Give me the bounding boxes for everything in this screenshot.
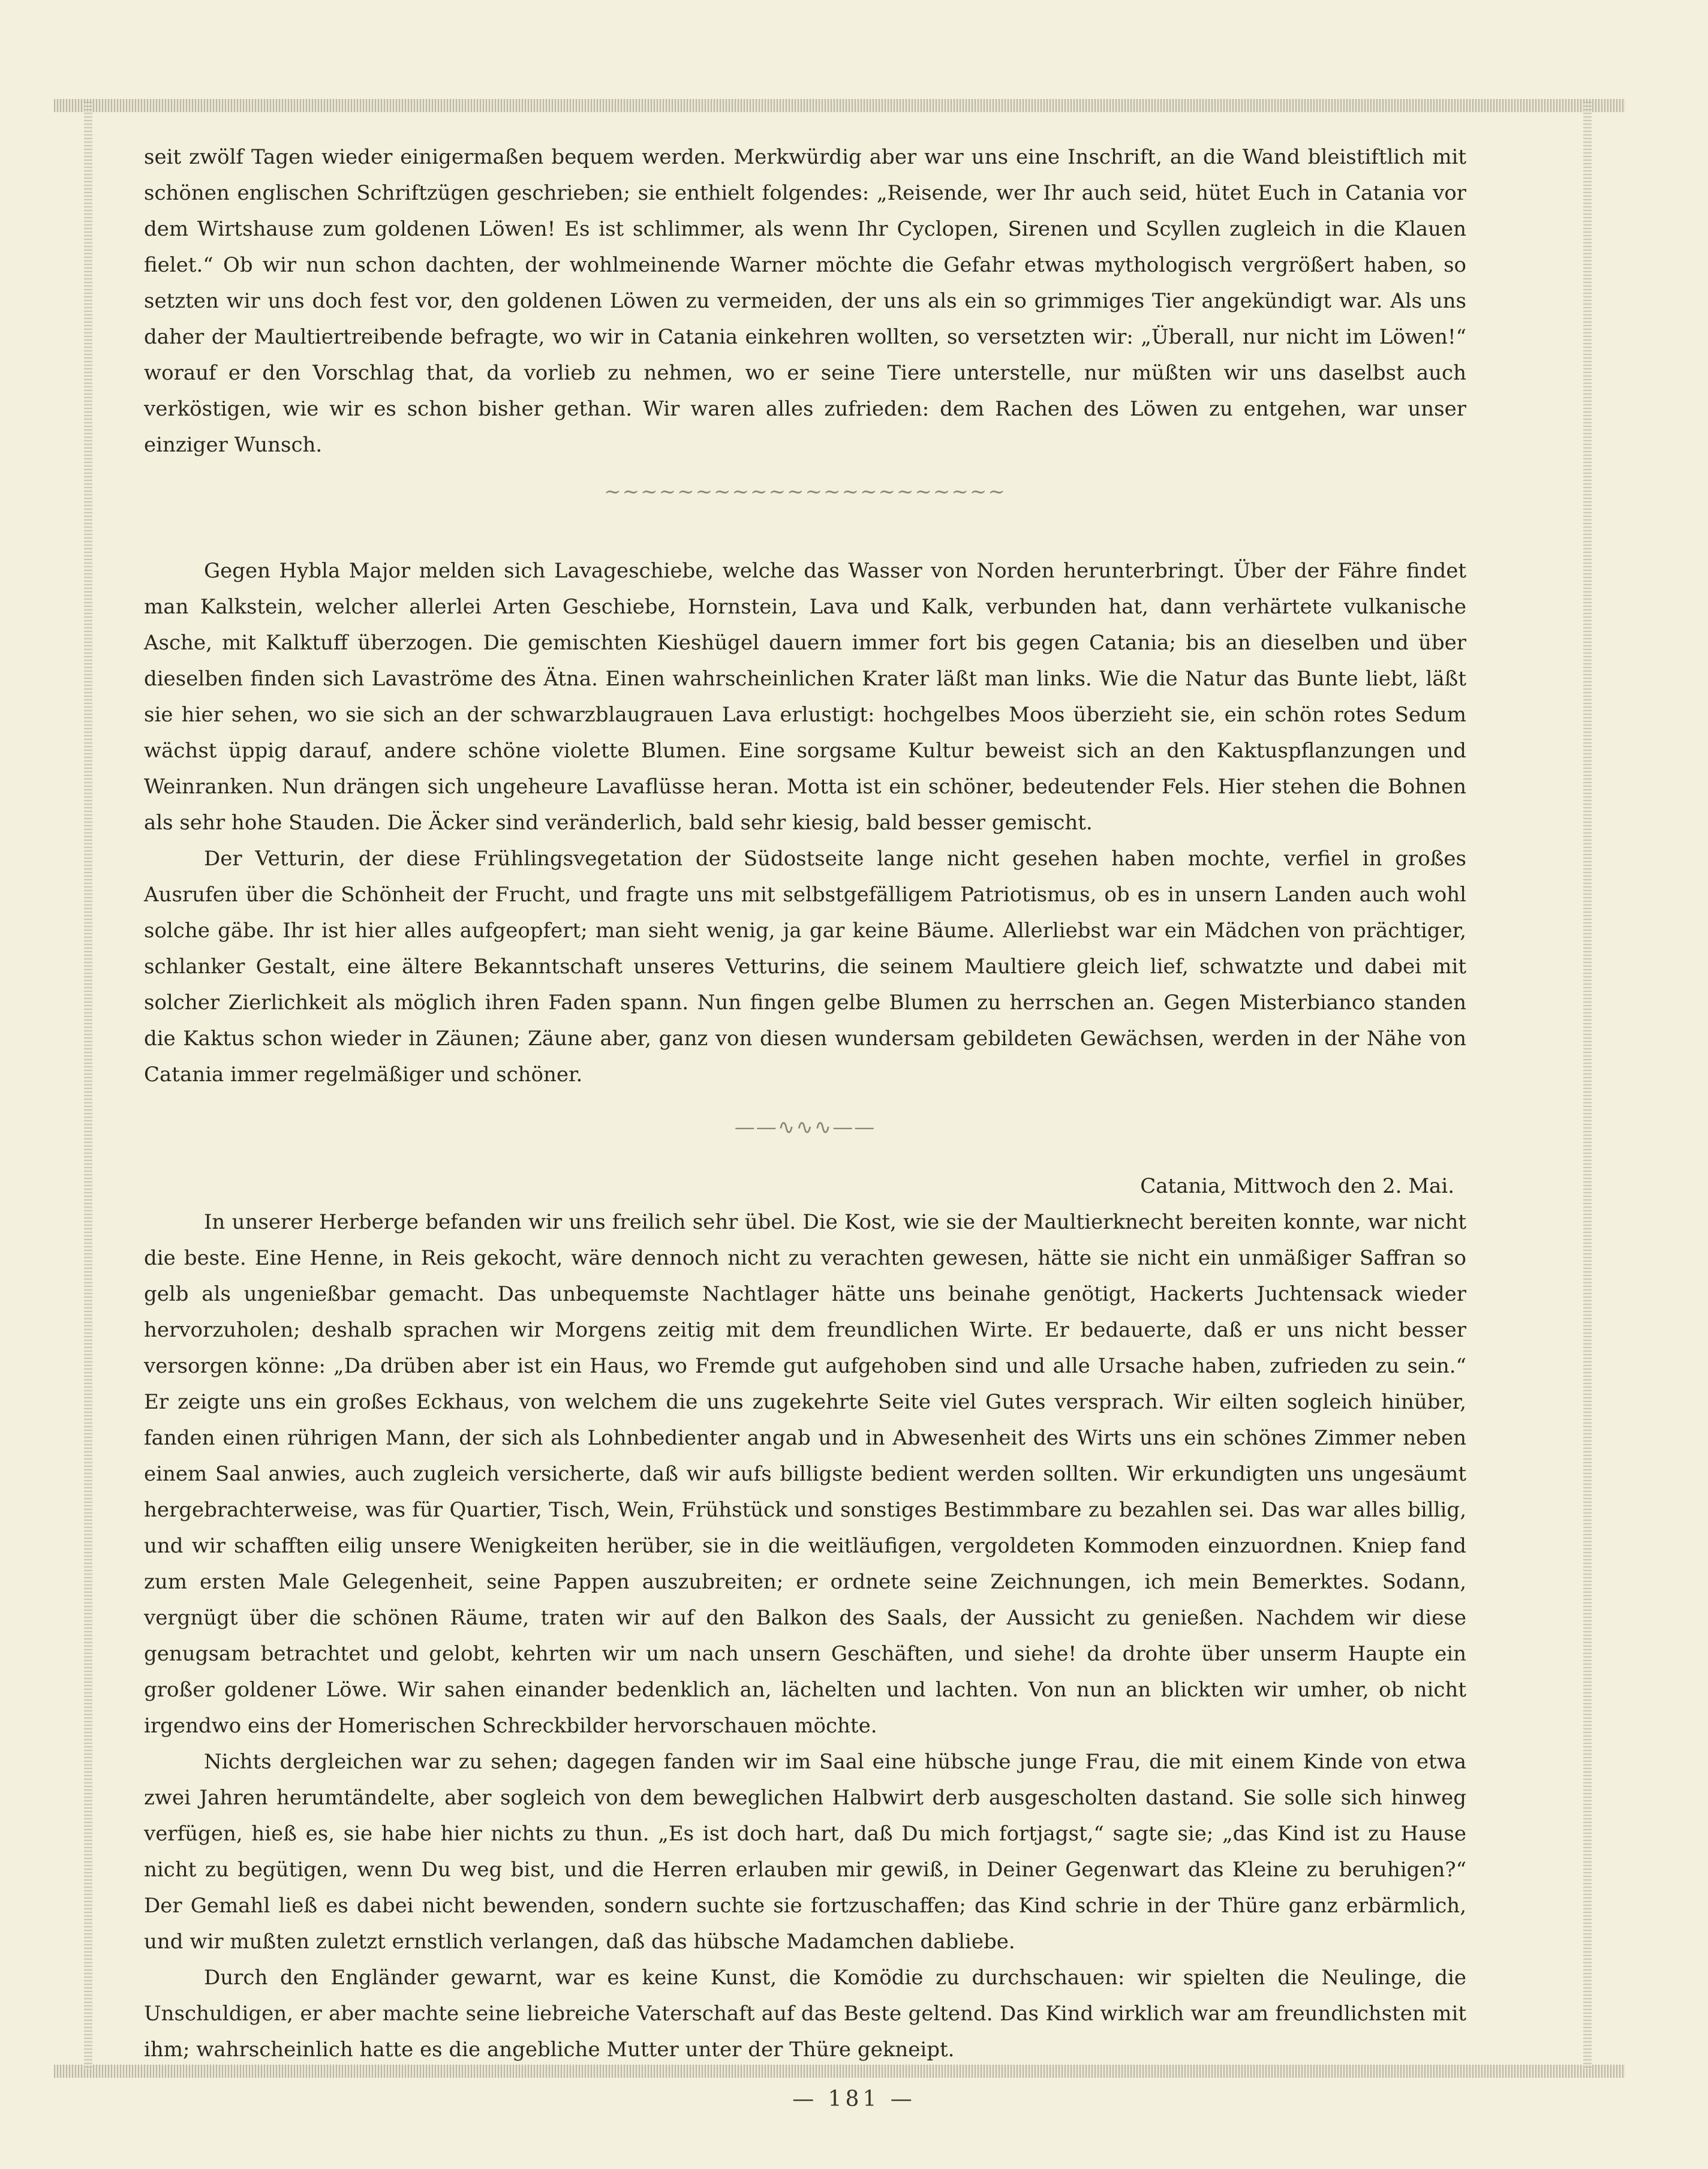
paragraph: Der Vetturin, der diese Frühlingsvegetation der Südostseite lange nicht gesehen haben mochte, verfiel in großes Ausrufen über die Schönheit der Frucht, und fragte uns mit selbstgefälligem Patriotismus, ob es in unsern Landen auch wohl solche gäbe. Ihr ist hier alles aufgeopfert; man sieht wenig, ja gar keine Bäume. Allerliebst war ein Mädchen von prächtiger, schlanker Gestalt, eine ältere Bekanntschaft unseres Vetturins, die seinem Maultiere gleich lief, schwatzte und dabei mit solcher Zierlichkeit als möglich ihren Faden spann. Nun fingen gelbe Blumen zu herrschen an. Gegen Misterbianco standen die Kaktus schon wieder in Zäunen; Zäune aber, ganz von diesen wundersam gebildeten Gewächsen, werden in der Nähe von Catania immer regelmäßiger und schöner. [144, 847, 1466, 1087]
page-body [144, 139, 1466, 2068]
paragraph: In unserer Herberge befanden wir uns freilich sehr übel. Die Kost, wie sie der Maultierknecht bereiten konnte, war nicht die beste. Eine Henne, in Reis gekocht, wäre dennoch nicht zu verachten gewesen, hätte sie nicht ein unmäßiger Saffran so gelb als ungenießbar gemacht. Das unbequemste Nachtlager hätte uns beinahe genötigt, Hackerts Juchtensack wieder hervorzuholen; deshalb sprachen wir Morgens zeitig mit dem freundlichen Wirte. Er bedauerte, daß er uns nicht besser versorgen könne: „Da drüben aber ist ein Haus, wo Fremde gut aufgehoben sind und alle Ursache haben, zufrieden zu sein.“ Er zeigte uns ein großes Eckhaus, von welchem die uns zugekehrte Seite viel Gutes versprach. Wir eilten sogleich hinüber, fanden einen rührigen Mann, der sich als Lohnbedienter angab und in Abwesenheit des Wirts uns ein schönes Zimmer neben einem Saal anwies, auch zugleich versicherte, daß wir aufs billigste bedient werden sollten. Wir erkundigten uns ungesäumt hergebrachterweise, was für Quartier, Tisch, Wein, Frühstück und sonstiges Bestimmbare zu bezahlen sei. Das war alles billig, und wir schafften eilig unsere Wenigkeiten herüber, sie in die weitläufigen, vergoldeten Kommoden einzuordnen. Kniep fand zum ersten Male Gelegenheit, seine Pappen auszubreiten; er ordnete seine Zeichnungen, ich mein Bemerktes. Sodann, vergnügt über die schönen Räume, traten wir auf den Balkon des Saals, der Aussicht zu genießen. Nachdem wir diese genugsam betrachtet und gelobt, kehrten wir um nach unsern Geschäften, und siehe! da drohte über unserm Haupte ein großer goldener Löwe. Wir sahen einander bedenklich an, lächelten und lachten. Von nun an blickten wir umher, ob nicht irgendwo eins der Homerischen Schreckbilder hervorschauen möchte. [144, 1210, 1466, 1738]
paragraph: Durch den Engländer gewarnt, war es keine Kunst, die Komödie zu durchschauen: wir spielten die Neulinge, die Unschuldigen, er aber machte seine liebreiche Vaterschaft auf das Beste geltend. Das Kind wirklich war am freundlichsten mit ihm; wahrscheinlich hatte es die angebliche Mutter unter der Thüre gekneipt. [144, 1966, 1466, 2062]
page-number: — 181 — [792, 2087, 916, 2111]
paragraph: seit zwölf Tagen wieder einigermaßen bequem werden. Merkwürdig aber war uns eine Inschrift, an die Wand bleistiftlich mit schönen englischen Schriftzügen geschrieben; sie enthielt folgendes: „Reisende, wer Ihr auch seid, hütet Euch in Catania vor dem Wirtshause zum goldenen Löwen! Es ist schlimmer, als wenn Ihr Cyclopen, Sirenen und Scyllen zugleich in die Klauen fielet.“ Ob wir nun schon dachten, der wohlmeinende Warner möchte die Gefahr etwas mythologisch vergrößert haben, so setzten wir uns doch fest vor, den goldenen Löwen zu vermeiden, der uns als ein so grimmiges Tier angekündigt war. Als uns daher der Maultiertreibende befragte, wo wir in Catania einkehren wollten, so versetzten wir: „Überall, nur nicht im Löwen!“ worauf er den Vorschlag that, da vorlieb zu nehmen, wo er seine Tiere unterstelle, nur müßten wir uns daselbst auch verköstigen, wie wir es schon bisher gethan. Wir waren alles zufrieden: dem Rachen des Löwen zu entgehen, war unser einziger Wunsch. [144, 145, 1466, 457]
left-border-rule [84, 102, 92, 2069]
paragraph: Gegen Hybla Major melden sich Lavageschiebe, welche das Wasser von Norden herunterbringt. Über der Fähre findet man Kalkstein, welcher allerlei Arten Geschiebe, Hornstein, Lava und Kalk, verbunden hat, dann verhärtete vulkanische Asche, mit Kalktuff überzogen. Die gemischten Kieshügel dauern immer fort bis gegen Catania; bis an dieselben und über dieselben finden sich Lavaströme des Ätna. Einen wahrscheinlichen Krater läßt man links. Wie die Natur das Bunte liebt, läßt sie hier sehen, wo sie sich an der schwarzblaugrauen Lava erlustigt: hochgelbes Moos überzieht sie, ein schön rotes Sedum wächst üppig darauf, andere schöne violette Blumen. Eine sorgsame Kultur beweist sich an den Kaktuspflanzungen und Weinranken. Nun drängen sich ungeheure Lavaflüsse heran. Motta ist ein schöner, bedeutender Fels. Hier stehen die Bohnen als sehr hohe Stauden. Die Äcker sind veränderlich, bald sehr kiesig, bald besser gemischt. [144, 559, 1466, 835]
section-ornament: ~~~~~~~~~~~~~~~~~~~~~~ [604, 480, 1006, 504]
top-border-rule [54, 99, 1625, 112]
paragraph: Nichts dergleichen war zu sehen; dagegen fanden wir im Saal eine hübsche junge Frau, die mit einem Kinde von etwa zwei Jahren herumtändelte, aber sogleich von dem beweglichen Halbwirt derb ausgescholten dastand. Sie solle sich hinweg verfügen, hieß es, sie habe hier nichts zu thun. „Es ist doch hart, daß Du mich fortjagst,“ sagte sie; „das Kind ist zu Hause nicht zu begütigen, wenn Du weg bist, und die Herren erlauben mir gewiß, in Deiner Gegenwart das Kleine zu beruhigen?“ Der Gemahl ließ es dabei nicht bewenden, sondern suchte sie fortzuschaffen; das Kind schrie in der Thüre ganz erbärmlich, und wir mußten zuletzt ernstlich verlangen, daß das hübsche Madamchen dabliebe. [144, 1750, 1466, 1954]
dateline: Catania, Mittwoch den 2. Mai. [1140, 1174, 1454, 1198]
section-ornament: ——∿∿∿—— [734, 1115, 876, 1139]
right-border-rule [1583, 102, 1592, 2069]
